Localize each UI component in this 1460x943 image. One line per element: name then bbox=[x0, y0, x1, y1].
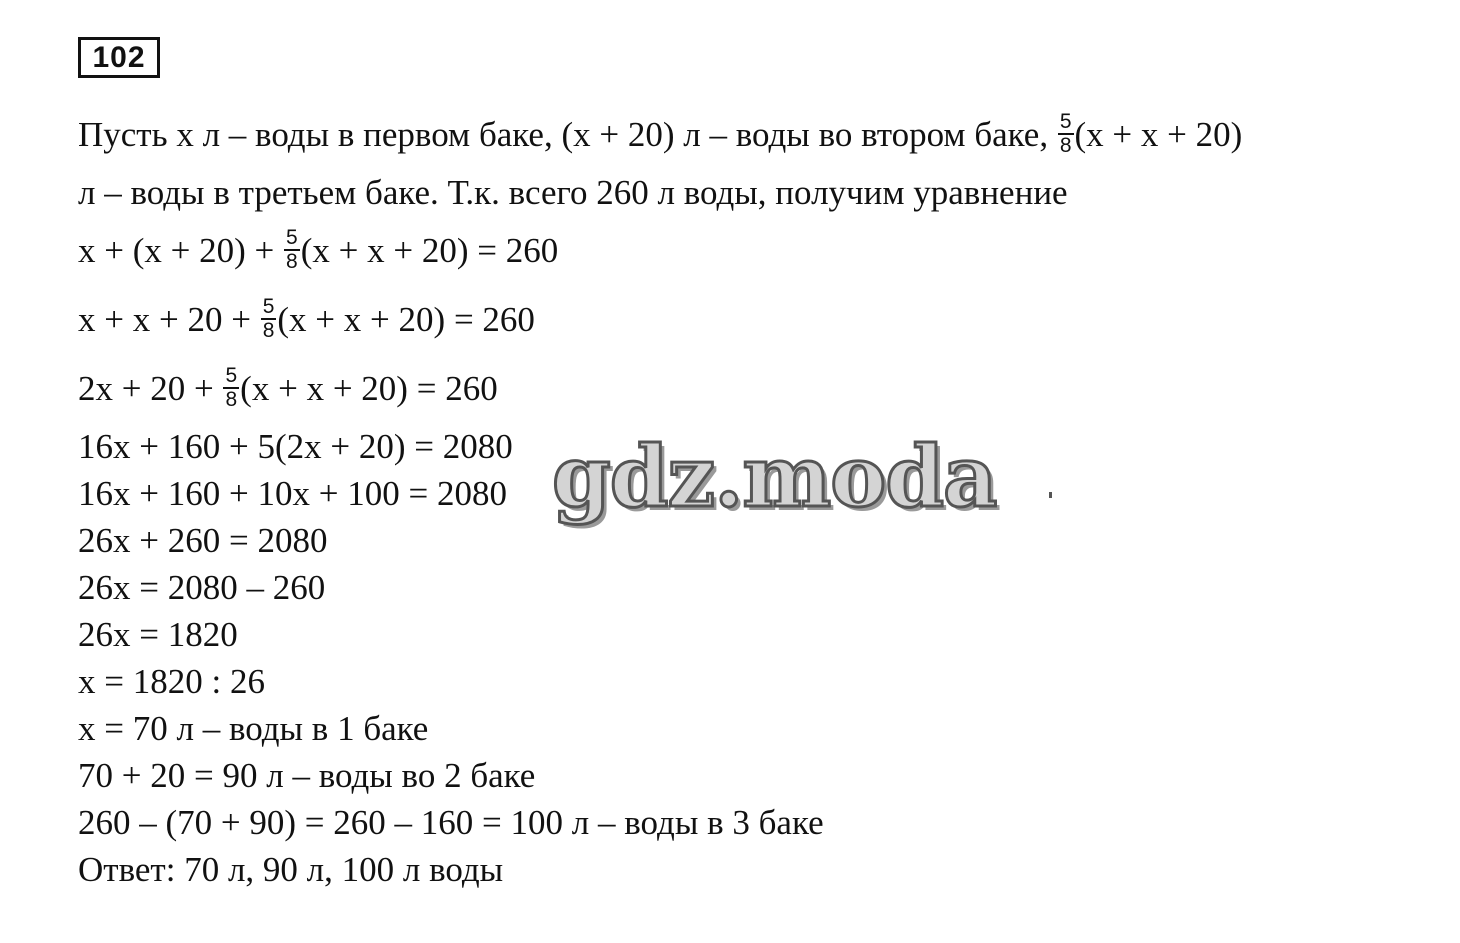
fraction-five-eighths bbox=[261, 296, 277, 342]
equation-line-7: 26x = 2080 – 260 bbox=[78, 568, 326, 607]
equation-line-5: 16x + 160 + 10x + 100 = 2080 bbox=[78, 474, 507, 513]
equation-3-left: 2x + 20 + bbox=[78, 369, 223, 409]
equation-line-4: 16x + 160 + 5(2x + 20) = 2080 bbox=[78, 427, 513, 466]
equation-line-6: 26x + 260 = 2080 bbox=[78, 521, 328, 560]
watermark: gdz.moda bbox=[552, 427, 997, 526]
solution-intro-line-2: л – воды в третьем баке. Т.к. всего 260 л воды, получим уравнение bbox=[78, 173, 1068, 212]
fraction-denominator: 8 bbox=[225, 388, 238, 411]
fraction-five-eighths bbox=[1058, 111, 1074, 157]
equation-1-right: (x + x + 20) = 260 bbox=[300, 231, 559, 271]
equation-3-right: (x + x + 20) = 260 bbox=[240, 369, 498, 409]
equation-1-left: x + (x + 20) + bbox=[78, 231, 284, 271]
equation-2-right: (x + x + 20) = 260 bbox=[277, 300, 535, 340]
equation-line-8: 26x = 1820 bbox=[78, 615, 238, 654]
fraction-numerator: 5 bbox=[262, 295, 275, 318]
fraction-five-eighths bbox=[284, 227, 300, 273]
equation-line-11: 70 + 20 = 90 л – воды во 2 баке bbox=[78, 756, 536, 795]
answer-line: Ответ: 70 л, 90 л, 100 л воды bbox=[78, 850, 504, 889]
equation-line-10: x = 70 л – воды в 1 баке bbox=[78, 709, 429, 748]
fraction-denominator: 8 bbox=[262, 319, 275, 342]
intro-text-part-2: (x + x + 20) bbox=[1074, 115, 1243, 155]
fraction-numerator: 5 bbox=[286, 226, 298, 249]
stray-mark bbox=[1049, 492, 1052, 498]
fraction-five-eighths bbox=[223, 365, 239, 411]
equation-line-1 bbox=[78, 226, 559, 277]
fraction-numerator: 5 bbox=[225, 364, 238, 387]
equation-2-left: x + x + 20 + bbox=[78, 300, 260, 340]
fraction-denominator: 8 bbox=[1059, 134, 1072, 157]
equation-line-2 bbox=[78, 295, 535, 346]
equation-line-12: 260 – (70 + 90) = 260 – 160 = 100 л – воды в 3 баке bbox=[78, 803, 824, 842]
equation-line-9: x = 1820 : 26 bbox=[78, 662, 265, 701]
problem-number: 102 bbox=[78, 37, 160, 78]
intro-text-part-1: Пусть x л – воды в первом баке, (x + 20) л – воды во втором баке, bbox=[78, 115, 1057, 155]
solution-intro-line-1 bbox=[78, 110, 1243, 161]
equation-line-3 bbox=[78, 364, 498, 415]
fraction-numerator: 5 bbox=[1059, 110, 1072, 133]
fraction-denominator: 8 bbox=[286, 250, 298, 273]
